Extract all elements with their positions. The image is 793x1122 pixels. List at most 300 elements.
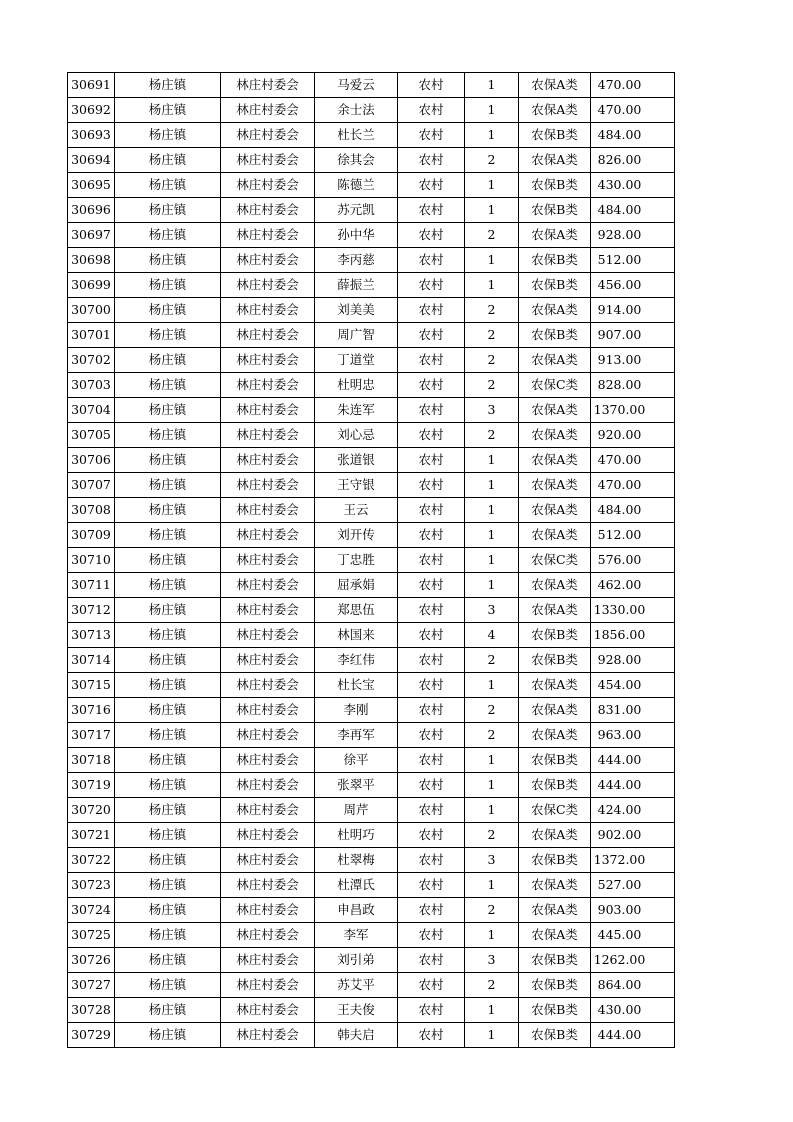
person-name-cell: 王云 xyxy=(315,498,398,523)
amount-cell: 430.00 xyxy=(591,998,675,1023)
township-cell: 杨庄镇 xyxy=(115,323,221,348)
record-id-cell: 30726 xyxy=(68,948,115,973)
household-count-cell: 2 xyxy=(465,148,519,173)
amount-cell: 470.00 xyxy=(591,73,675,98)
person-name-cell: 张道银 xyxy=(315,448,398,473)
household-count-cell: 1 xyxy=(465,748,519,773)
insurance-category-cell: 农保A类 xyxy=(519,223,591,248)
household-count-cell: 2 xyxy=(465,373,519,398)
township-cell: 杨庄镇 xyxy=(115,98,221,123)
person-name-cell: 李红伟 xyxy=(315,648,398,673)
table-row xyxy=(68,998,675,1023)
person-name-cell: 李军 xyxy=(315,923,398,948)
household-count-cell: 1 xyxy=(465,248,519,273)
area-type-cell: 农村 xyxy=(398,298,465,323)
township-cell: 杨庄镇 xyxy=(115,373,221,398)
insurance-category-cell: 农保B类 xyxy=(519,273,591,298)
township-cell: 杨庄镇 xyxy=(115,898,221,923)
table-row xyxy=(68,698,675,723)
record-id-cell: 30711 xyxy=(68,573,115,598)
amount-cell: 963.00 xyxy=(591,723,675,748)
household-count-cell: 1 xyxy=(465,548,519,573)
insurance-category-cell: 农保A类 xyxy=(519,423,591,448)
insurance-category-cell: 农保C类 xyxy=(519,798,591,823)
person-name-cell: 周芹 xyxy=(315,798,398,823)
table-row xyxy=(68,1023,675,1048)
amount-cell: 484.00 xyxy=(591,123,675,148)
person-name-cell: 孙中华 xyxy=(315,223,398,248)
record-id-cell: 30712 xyxy=(68,598,115,623)
record-id-cell: 30723 xyxy=(68,873,115,898)
table-row xyxy=(68,323,675,348)
village-committee-cell: 林庄村委会 xyxy=(221,73,315,98)
table-row xyxy=(68,773,675,798)
table-row xyxy=(68,648,675,673)
amount-cell: 1370.00 xyxy=(591,398,675,423)
record-id-cell: 30710 xyxy=(68,548,115,573)
township-cell: 杨庄镇 xyxy=(115,848,221,873)
area-type-cell: 农村 xyxy=(398,373,465,398)
area-type-cell: 农村 xyxy=(398,598,465,623)
person-name-cell: 李再军 xyxy=(315,723,398,748)
household-count-cell: 1 xyxy=(465,773,519,798)
table-row xyxy=(68,248,675,273)
village-committee-cell: 林庄村委会 xyxy=(221,798,315,823)
table-row xyxy=(68,973,675,998)
village-committee-cell: 林庄村委会 xyxy=(221,473,315,498)
record-id-cell: 30703 xyxy=(68,373,115,398)
township-cell: 杨庄镇 xyxy=(115,173,221,198)
record-id-cell: 30713 xyxy=(68,623,115,648)
household-count-cell: 1 xyxy=(465,473,519,498)
person-name-cell: 韩夫启 xyxy=(315,1023,398,1048)
area-type-cell: 农村 xyxy=(398,973,465,998)
household-count-cell: 2 xyxy=(465,898,519,923)
record-id-cell: 30728 xyxy=(68,998,115,1023)
amount-cell: 470.00 xyxy=(591,473,675,498)
area-type-cell: 农村 xyxy=(398,798,465,823)
area-type-cell: 农村 xyxy=(398,773,465,798)
household-count-cell: 1 xyxy=(465,523,519,548)
insurance-category-cell: 农保A类 xyxy=(519,73,591,98)
household-count-cell: 2 xyxy=(465,698,519,723)
household-count-cell: 1 xyxy=(465,798,519,823)
area-type-cell: 农村 xyxy=(398,923,465,948)
insurance-category-cell: 农保B类 xyxy=(519,773,591,798)
area-type-cell: 农村 xyxy=(398,248,465,273)
person-name-cell: 屈承娟 xyxy=(315,573,398,598)
area-type-cell: 农村 xyxy=(398,448,465,473)
household-count-cell: 1 xyxy=(465,173,519,198)
village-committee-cell: 林庄村委会 xyxy=(221,748,315,773)
household-count-cell: 1 xyxy=(465,673,519,698)
person-name-cell: 余士法 xyxy=(315,98,398,123)
village-committee-cell: 林庄村委会 xyxy=(221,398,315,423)
table-row xyxy=(68,723,675,748)
area-type-cell: 农村 xyxy=(398,623,465,648)
village-committee-cell: 林庄村委会 xyxy=(221,998,315,1023)
household-count-cell: 2 xyxy=(465,423,519,448)
village-committee-cell: 林庄村委会 xyxy=(221,148,315,173)
village-committee-cell: 林庄村委会 xyxy=(221,973,315,998)
record-id-cell: 30708 xyxy=(68,498,115,523)
township-cell: 杨庄镇 xyxy=(115,673,221,698)
amount-cell: 424.00 xyxy=(591,798,675,823)
person-name-cell: 徐其会 xyxy=(315,148,398,173)
amount-cell: 512.00 xyxy=(591,248,675,273)
township-cell: 杨庄镇 xyxy=(115,623,221,648)
village-committee-cell: 林庄村委会 xyxy=(221,98,315,123)
person-name-cell: 周广智 xyxy=(315,323,398,348)
insurance-category-cell: 农保B类 xyxy=(519,173,591,198)
amount-cell: 920.00 xyxy=(591,423,675,448)
record-id-cell: 30709 xyxy=(68,523,115,548)
township-cell: 杨庄镇 xyxy=(115,273,221,298)
amount-cell: 831.00 xyxy=(591,698,675,723)
township-cell: 杨庄镇 xyxy=(115,798,221,823)
village-committee-cell: 林庄村委会 xyxy=(221,423,315,448)
township-cell: 杨庄镇 xyxy=(115,823,221,848)
household-count-cell: 1 xyxy=(465,923,519,948)
insurance-category-cell: 农保A类 xyxy=(519,673,591,698)
household-count-cell: 3 xyxy=(465,598,519,623)
village-committee-cell: 林庄村委会 xyxy=(221,548,315,573)
person-name-cell: 苏元凯 xyxy=(315,198,398,223)
amount-cell: 512.00 xyxy=(591,523,675,548)
area-type-cell: 农村 xyxy=(398,898,465,923)
amount-cell: 903.00 xyxy=(591,898,675,923)
area-type-cell: 农村 xyxy=(398,473,465,498)
township-cell: 杨庄镇 xyxy=(115,448,221,473)
record-id-cell: 30716 xyxy=(68,698,115,723)
amount-cell: 576.00 xyxy=(591,548,675,573)
village-committee-cell: 林庄村委会 xyxy=(221,373,315,398)
village-committee-cell: 林庄村委会 xyxy=(221,348,315,373)
area-type-cell: 农村 xyxy=(398,548,465,573)
area-type-cell: 农村 xyxy=(398,498,465,523)
area-type-cell: 农村 xyxy=(398,423,465,448)
person-name-cell: 刘引弟 xyxy=(315,948,398,973)
village-committee-cell: 林庄村委会 xyxy=(221,523,315,548)
person-name-cell: 张翠平 xyxy=(315,773,398,798)
insurance-category-cell: 农保B类 xyxy=(519,973,591,998)
insurance-category-cell: 农保B类 xyxy=(519,248,591,273)
insurance-category-cell: 农保A类 xyxy=(519,298,591,323)
household-count-cell: 1 xyxy=(465,273,519,298)
record-id-cell: 30707 xyxy=(68,473,115,498)
table-row xyxy=(68,423,675,448)
household-count-cell: 4 xyxy=(465,623,519,648)
table-row xyxy=(68,898,675,923)
area-type-cell: 农村 xyxy=(398,873,465,898)
village-committee-cell: 林庄村委会 xyxy=(221,773,315,798)
record-id-cell: 30693 xyxy=(68,123,115,148)
amount-cell: 864.00 xyxy=(591,973,675,998)
person-name-cell: 杜长宝 xyxy=(315,673,398,698)
township-cell: 杨庄镇 xyxy=(115,123,221,148)
household-count-cell: 2 xyxy=(465,723,519,748)
township-cell: 杨庄镇 xyxy=(115,1023,221,1048)
table-row xyxy=(68,473,675,498)
person-name-cell: 徐平 xyxy=(315,748,398,773)
township-cell: 杨庄镇 xyxy=(115,748,221,773)
table-row xyxy=(68,848,675,873)
record-id-cell: 30727 xyxy=(68,973,115,998)
insurance-category-cell: 农保A类 xyxy=(519,723,591,748)
village-committee-cell: 林庄村委会 xyxy=(221,648,315,673)
household-count-cell: 3 xyxy=(465,948,519,973)
table-row xyxy=(68,298,675,323)
village-committee-cell: 林庄村委会 xyxy=(221,198,315,223)
table-row xyxy=(68,748,675,773)
township-cell: 杨庄镇 xyxy=(115,548,221,573)
record-id-cell: 30701 xyxy=(68,323,115,348)
person-name-cell: 苏艾平 xyxy=(315,973,398,998)
table-row xyxy=(68,798,675,823)
record-id-cell: 30718 xyxy=(68,748,115,773)
person-name-cell: 丁道堂 xyxy=(315,348,398,373)
area-type-cell: 农村 xyxy=(398,148,465,173)
household-count-cell: 3 xyxy=(465,398,519,423)
record-id-cell: 30721 xyxy=(68,823,115,848)
insurance-category-cell: 农保B类 xyxy=(519,748,591,773)
village-committee-cell: 林庄村委会 xyxy=(221,623,315,648)
village-committee-cell: 林庄村委会 xyxy=(221,298,315,323)
table-row xyxy=(68,73,675,98)
table-row xyxy=(68,598,675,623)
township-cell: 杨庄镇 xyxy=(115,248,221,273)
amount-cell: 484.00 xyxy=(591,198,675,223)
insurance-category-cell: 农保A类 xyxy=(519,148,591,173)
household-count-cell: 1 xyxy=(465,998,519,1023)
village-committee-cell: 林庄村委会 xyxy=(221,248,315,273)
township-cell: 杨庄镇 xyxy=(115,398,221,423)
person-name-cell: 刘心忌 xyxy=(315,423,398,448)
insurance-category-cell: 农保A类 xyxy=(519,498,591,523)
insurance-category-cell: 农保B类 xyxy=(519,198,591,223)
person-name-cell: 林国来 xyxy=(315,623,398,648)
village-committee-cell: 林庄村委会 xyxy=(221,598,315,623)
insurance-category-cell: 农保B类 xyxy=(519,623,591,648)
area-type-cell: 农村 xyxy=(398,173,465,198)
township-cell: 杨庄镇 xyxy=(115,948,221,973)
amount-cell: 928.00 xyxy=(591,648,675,673)
insurance-category-cell: 农保A类 xyxy=(519,98,591,123)
township-cell: 杨庄镇 xyxy=(115,698,221,723)
insurance-category-cell: 农保A类 xyxy=(519,523,591,548)
household-count-cell: 2 xyxy=(465,323,519,348)
table-row xyxy=(68,123,675,148)
area-type-cell: 农村 xyxy=(398,323,465,348)
village-committee-cell: 林庄村委会 xyxy=(221,848,315,873)
table-row xyxy=(68,873,675,898)
record-id-cell: 30720 xyxy=(68,798,115,823)
household-count-cell: 1 xyxy=(465,1023,519,1048)
data-table xyxy=(67,72,675,1048)
area-type-cell: 农村 xyxy=(398,98,465,123)
table-row xyxy=(68,523,675,548)
amount-cell: 462.00 xyxy=(591,573,675,598)
area-type-cell: 农村 xyxy=(398,1023,465,1048)
record-id-cell: 30715 xyxy=(68,673,115,698)
area-type-cell: 农村 xyxy=(398,748,465,773)
amount-cell: 1856.00 xyxy=(591,623,675,648)
amount-cell: 928.00 xyxy=(591,223,675,248)
amount-cell: 914.00 xyxy=(591,298,675,323)
household-count-cell: 2 xyxy=(465,648,519,673)
household-count-cell: 1 xyxy=(465,198,519,223)
amount-cell: 430.00 xyxy=(591,173,675,198)
village-committee-cell: 林庄村委会 xyxy=(221,498,315,523)
insurance-category-cell: 农保B类 xyxy=(519,948,591,973)
record-id-cell: 30704 xyxy=(68,398,115,423)
household-count-cell: 1 xyxy=(465,73,519,98)
record-id-cell: 30692 xyxy=(68,98,115,123)
record-id-cell: 30719 xyxy=(68,773,115,798)
person-name-cell: 刘开传 xyxy=(315,523,398,548)
table-row xyxy=(68,923,675,948)
table-row xyxy=(68,173,675,198)
person-name-cell: 杜明巧 xyxy=(315,823,398,848)
amount-cell: 1372.00 xyxy=(591,848,675,873)
township-cell: 杨庄镇 xyxy=(115,423,221,448)
township-cell: 杨庄镇 xyxy=(115,148,221,173)
record-id-cell: 30725 xyxy=(68,923,115,948)
amount-cell: 913.00 xyxy=(591,348,675,373)
village-committee-cell: 林庄村委会 xyxy=(221,873,315,898)
village-committee-cell: 林庄村委会 xyxy=(221,723,315,748)
insurance-category-cell: 农保A类 xyxy=(519,573,591,598)
amount-cell: 828.00 xyxy=(591,373,675,398)
table-row xyxy=(68,673,675,698)
amount-cell: 907.00 xyxy=(591,323,675,348)
area-type-cell: 农村 xyxy=(398,398,465,423)
amount-cell: 470.00 xyxy=(591,448,675,473)
record-id-cell: 30700 xyxy=(68,298,115,323)
record-id-cell: 30691 xyxy=(68,73,115,98)
insurance-category-cell: 农保A类 xyxy=(519,898,591,923)
table-row xyxy=(68,573,675,598)
person-name-cell: 郑思伍 xyxy=(315,598,398,623)
insurance-category-cell: 农保A类 xyxy=(519,823,591,848)
household-count-cell: 3 xyxy=(465,848,519,873)
table-row xyxy=(68,398,675,423)
village-committee-cell: 林庄村委会 xyxy=(221,673,315,698)
table-row xyxy=(68,223,675,248)
insurance-category-cell: 农保A类 xyxy=(519,698,591,723)
area-type-cell: 农村 xyxy=(398,523,465,548)
household-count-cell: 1 xyxy=(465,573,519,598)
insurance-category-cell: 农保B类 xyxy=(519,998,591,1023)
area-type-cell: 农村 xyxy=(398,273,465,298)
village-committee-cell: 林庄村委会 xyxy=(221,898,315,923)
amount-cell: 1262.00 xyxy=(591,948,675,973)
record-id-cell: 30697 xyxy=(68,223,115,248)
table-row xyxy=(68,823,675,848)
household-count-cell: 1 xyxy=(465,123,519,148)
household-count-cell: 2 xyxy=(465,298,519,323)
person-name-cell: 薛振兰 xyxy=(315,273,398,298)
township-cell: 杨庄镇 xyxy=(115,473,221,498)
person-name-cell: 杜明忠 xyxy=(315,373,398,398)
table-row xyxy=(68,98,675,123)
village-committee-cell: 林庄村委会 xyxy=(221,173,315,198)
person-name-cell: 王夫俊 xyxy=(315,998,398,1023)
insurance-category-cell: 农保A类 xyxy=(519,448,591,473)
village-committee-cell: 林庄村委会 xyxy=(221,573,315,598)
table-row xyxy=(68,373,675,398)
township-cell: 杨庄镇 xyxy=(115,73,221,98)
table-row xyxy=(68,448,675,473)
person-name-cell: 李丙慈 xyxy=(315,248,398,273)
insurance-category-cell: 农保C类 xyxy=(519,373,591,398)
record-id-cell: 30696 xyxy=(68,198,115,223)
amount-cell: 470.00 xyxy=(591,98,675,123)
insurance-category-cell: 农保B类 xyxy=(519,1023,591,1048)
record-id-cell: 30706 xyxy=(68,448,115,473)
village-committee-cell: 林庄村委会 xyxy=(221,1023,315,1048)
township-cell: 杨庄镇 xyxy=(115,723,221,748)
record-id-cell: 30705 xyxy=(68,423,115,448)
village-committee-cell: 林庄村委会 xyxy=(221,823,315,848)
amount-cell: 826.00 xyxy=(591,148,675,173)
village-committee-cell: 林庄村委会 xyxy=(221,698,315,723)
township-cell: 杨庄镇 xyxy=(115,523,221,548)
record-id-cell: 30694 xyxy=(68,148,115,173)
village-committee-cell: 林庄村委会 xyxy=(221,273,315,298)
household-count-cell: 1 xyxy=(465,873,519,898)
table-body xyxy=(68,73,675,1048)
amount-cell: 484.00 xyxy=(591,498,675,523)
area-type-cell: 农村 xyxy=(398,198,465,223)
insurance-category-cell: 农保B类 xyxy=(519,648,591,673)
township-cell: 杨庄镇 xyxy=(115,198,221,223)
record-id-cell: 30702 xyxy=(68,348,115,373)
record-id-cell: 30722 xyxy=(68,848,115,873)
household-count-cell: 2 xyxy=(465,973,519,998)
person-name-cell: 丁忠胜 xyxy=(315,548,398,573)
person-name-cell: 杜长兰 xyxy=(315,123,398,148)
household-count-cell: 2 xyxy=(465,823,519,848)
area-type-cell: 农村 xyxy=(398,573,465,598)
household-count-cell: 2 xyxy=(465,348,519,373)
insurance-category-cell: 农保C类 xyxy=(519,548,591,573)
household-count-cell: 2 xyxy=(465,223,519,248)
person-name-cell: 申昌政 xyxy=(315,898,398,923)
amount-cell: 527.00 xyxy=(591,873,675,898)
amount-cell: 1330.00 xyxy=(591,598,675,623)
area-type-cell: 农村 xyxy=(398,823,465,848)
record-id-cell: 30729 xyxy=(68,1023,115,1048)
township-cell: 杨庄镇 xyxy=(115,923,221,948)
area-type-cell: 农村 xyxy=(398,348,465,373)
township-cell: 杨庄镇 xyxy=(115,873,221,898)
township-cell: 杨庄镇 xyxy=(115,773,221,798)
amount-cell: 456.00 xyxy=(591,273,675,298)
village-committee-cell: 林庄村委会 xyxy=(221,448,315,473)
township-cell: 杨庄镇 xyxy=(115,573,221,598)
area-type-cell: 农村 xyxy=(398,648,465,673)
insurance-category-cell: 农保A类 xyxy=(519,398,591,423)
township-cell: 杨庄镇 xyxy=(115,973,221,998)
table-row xyxy=(68,548,675,573)
insurance-category-cell: 农保A类 xyxy=(519,873,591,898)
table-row xyxy=(68,623,675,648)
person-name-cell: 刘美美 xyxy=(315,298,398,323)
insurance-category-cell: 农保A类 xyxy=(519,348,591,373)
insurance-category-cell: 农保A类 xyxy=(519,598,591,623)
area-type-cell: 农村 xyxy=(398,673,465,698)
